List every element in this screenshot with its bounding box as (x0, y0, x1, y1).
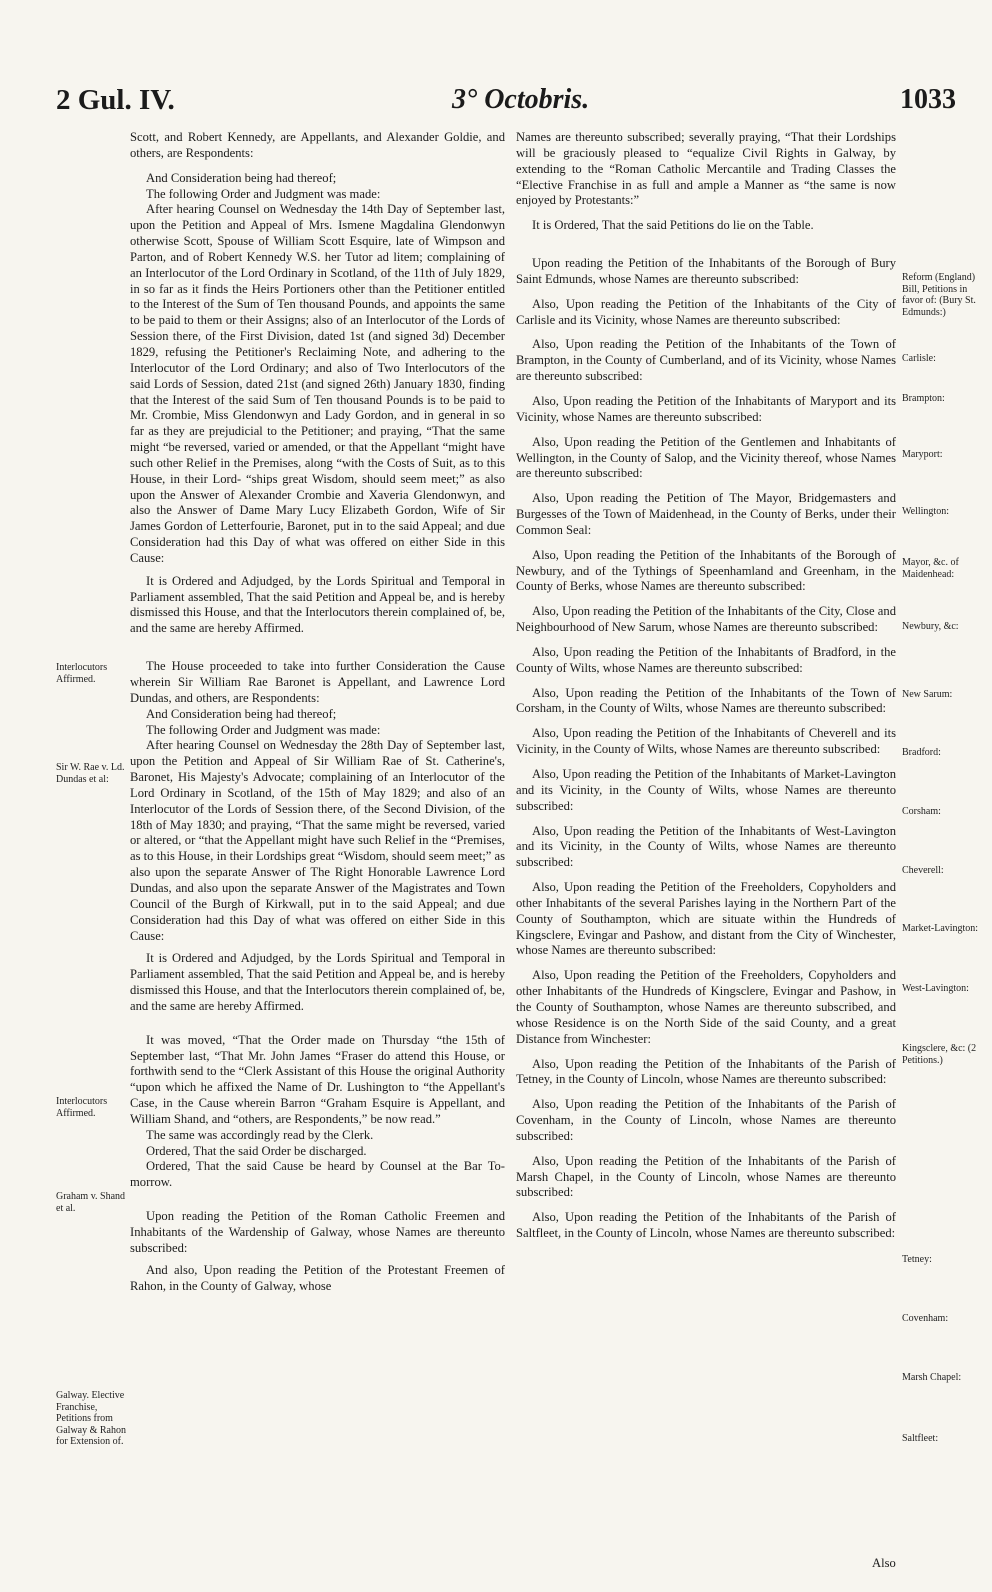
margin-note: Cheverell: (902, 865, 944, 876)
paragraph: Upon reading the Petition of the Roman Catholic Freemen and Inhabitants of the Wardenship of Galway, whose Names are thereunto subscribed: (130, 1209, 505, 1255)
left-column (130, 130, 505, 1294)
margin-note: Sir W. Rae v. Ld. Dundas et al: (56, 762, 125, 785)
margin-note: Maryport: (902, 449, 943, 460)
paragraph: And Consideration being had thereof; (146, 706, 337, 721)
paragraph: After hearing Counsel on Wednesday the 14th Day of September last, upon the Petition and Appeal of Mrs. Ismene Magdalina Glendonwyn otherwise Scott, Spouse of William Scott Esquire, late of Wimpson and Parton, and of Robert Kennedy W.S. her Tutor ad litem; complaining of an Interlocutor of the Lord Ordinary in Scotland, of the 11th of July 1829, in so far as it finds the Heirs Portioners other than the Petitioner entitled to the Interest of the Sum of Ten thousand Pounds, and appoints the same to be paid to them or their Assigns; also of an Interlocutor of the Lords of Session there, of the First Division, dated 1st (and signed 3d) December 1829, refusing the Petitioner's Reclaiming Note, and adhering to the Interlocutor of the Lord Ordinary; and also of Two Interlocutors of the said Lords of Session, dated 21st (and signed 26th) January 1830, finding that the Interest of the said Sum of Ten thousand Pounds is to be paid to Mr. Crombie, Miss Glendonwyn and Lady Gordon, and in general in so far as they are prejudicial to the Petitioner; and praying, “That the same might “be reversed, varied or amended, or that the Appellant “might have such other Relief in the Premises, along “with the Costs of Suit, as to this House, in their Lord- “ships great Wisdom, should seem meet;” as also upon the Answer of Alexander Crombie and Xaveria Glendonwyn, and also the Answer of Dame Mary Lucy Elizabeth Gordon, Wife of Sir James Gordon of Letterfourie, Baronet, put in to the said Appeal; and due Consideration had this Day of what was offered on either Side in this Cause: (130, 202, 505, 565)
paragraph: It is Ordered and Adjudged, by the Lords Spiritual and Temporal in Parliament assembled, That the said Petition and Appeal be, and is hereby dismissed this House, and that the Interlocutors therein complained of, be, and the same are hereby Affirmed. (130, 573, 505, 636)
paragraph: Also, Upon reading the Petition of the Inhabitants of the City of Carlisle and its Vicinity, whose Names are thereunto subscribed: (516, 296, 896, 327)
paragraph: And Consideration being had thereof; (146, 170, 337, 185)
margin-note: Tetney: (902, 1254, 932, 1265)
paragraph: Also, Upon reading the Petition of the Inhabitants of the Borough of Newbury, and of the Tythings of Speenhamland and Greenham, in the County of Berks, whose Names are thereunto subscribed: (516, 547, 896, 594)
margin-note: Wellington: (902, 506, 949, 517)
date-header: 3° Octobris. (452, 84, 590, 115)
margin-note: Newbury, &c: (902, 621, 959, 632)
margin-note: West-Lavington: (902, 983, 969, 994)
margin-note: Galway. Elective Franchise, Petitions from Galway & Rahon for Extension of. (56, 1390, 126, 1447)
paragraph: Scott, and Robert Kennedy, are Appellants, and Alexander Goldie, and others, are Respondents: (130, 130, 505, 160)
paragraph: Also, Upon reading the Petition of the Gentlemen and Inhabitants of Wellington, in the County of Salop, and the Vicinity thereof, whose Names are thereunto subscribed: (516, 434, 896, 481)
margin-note: Brampton: (902, 393, 945, 404)
margin-note: Marsh Chapel: (902, 1372, 962, 1383)
paragraph: Also, Upon reading the Petition of the Inhabitants of Cheverell and its Vicinity, in the County of Wilts, whose Names are thereunto subscribed: (516, 726, 896, 757)
paragraph: Also, Upon reading the Petition of the Inhabitants of West-Lavington and its Vicinity, in the County of Wilts, whose Names are thereunto subscribed: (516, 823, 896, 870)
catchword: Also (872, 1556, 896, 1570)
paragraph: Also, Upon reading the Petition of the Inhabitants of the Town of Brampton, in the County of Cumberland, and of its Vicinity, whose Names are thereunto subscribed: (516, 337, 896, 384)
paragraph: It is Ordered and Adjudged, by the Lords Spiritual and Temporal in Parliament assembled, That the said Petition and Appeal be, and is hereby dismissed this House, and that the Interlocutors therein complained of, be, and the same are hereby Affirmed. (130, 951, 505, 1013)
paragraph: Also, Upon reading the Petition of the Inhabitants of the Parish of Tetney, in the County of Lincoln, whose Names are thereunto subscribed: (516, 1056, 896, 1087)
margin-note: Covenham: (902, 1313, 949, 1324)
paragraph: Also, Upon reading the Petition of the Inhabitants of the Town of Corsham, in the County of Wilts, whose Names are thereunto subscribed: (516, 685, 896, 716)
paragraph: It was moved, “That the Order made on Thursday “the 15th of September last, “That Mr. John James “Fraser do attend this House, or forthwith send to the “Clerk Assistant of this House the original Authority “upon which he affixed the Name of Dr. Lushington to “the Appellant's Case, in the Cause wherein Barron “Graham Esquire is Appellant, and William Shand, and “others, are Respondents,” be now read.” (130, 1032, 505, 1126)
paragraph: Ordered, That the said Cause be heard by Counsel at the Bar To-morrow. (130, 1159, 505, 1190)
paragraph: Also, Upon reading the Petition of the Inhabitants of Bradford, in the County of Wilts, whose Names are thereunto subscribed: (516, 644, 896, 675)
margin-note: New Sarum: (902, 689, 953, 700)
paragraph: It is Ordered, That the said Petitions do lie on the Table. (532, 218, 814, 233)
paragraph: Also, Upon reading the Petition of the Inhabitants of the Parish of Saltfleet, in the County of Lincoln, whose Names are thereunto subscribed: (516, 1210, 896, 1241)
paragraph: Also, Upon reading the Petition of the Inhabitants of the Parish of Covenham, in the County of Lincoln, whose Names are thereunto subscribed: (516, 1097, 896, 1143)
margin-note: Saltfleet: (902, 1433, 939, 1444)
margin-note: Graham v. Shand et al. (56, 1191, 126, 1214)
paragraph: Also, Upon reading the Petition of the Freeholders, Copyholders and other Inhabitants of the Hundreds of Kingsclere, Evingar and Pashow, in the County of Southampton, whose Names are thereunto subscribed, and whose Residence is on the North Side of the said County, and a great Distance from Winchester: (516, 968, 896, 1046)
paragraph: The following Order and Judgment was made: (146, 722, 381, 737)
margin-note: Reform (England) Bill, Petitions in favor of: (Bury St. Edmunds:) (902, 272, 976, 318)
paragraph: The House proceeded to take into further Consideration the Cause wherein Sir William Rae Baronet is Appellant, and Lawrence Lord Dundas, and others, are Respondents: (130, 659, 505, 705)
margin-note: Mayor, &c. of Maidenhead: (902, 557, 959, 580)
paragraph: Also, Upon reading the Petition of The Mayor, Bridgemasters and Burgesses of the Town of Maidenhead, in the County of Berks, under their Common Seal: (516, 491, 896, 537)
page-number: 1033 (900, 84, 956, 115)
paragraph: The same was accordingly read by the Clerk. (146, 1127, 374, 1142)
margin-note: Carlisle: (902, 353, 936, 364)
paragraph: The following Order and Judgment was made: (146, 186, 381, 201)
paragraph: Upon reading the Petition of the Inhabitants of the Borough of Bury Saint Edmunds, whose Names are thereunto subscribed: (516, 256, 896, 286)
paragraph: Also, Upon reading the Petition of the Inhabitants of the City, Close and Neighbourhood of New Sarum, whose Names are thereunto subscribed: (516, 604, 896, 635)
right-column (516, 130, 896, 1251)
paragraph: Ordered, That the said Order be discharged. (146, 1143, 367, 1158)
margin-note: Kingsclere, &c: (2 Petitions.) (902, 1043, 977, 1066)
paragraph: Names are thereunto subscribed; severally praying, “That their Lordships will be graciously pleased to “equalize Civil Rights in Galway, by extending to the “Roman Catholic Mercantile and Trading Classes the “Elective Franchise in as full and ample a Manner as “the same is now enjoyed by Protestants:” (516, 130, 896, 208)
paragraph: Also, Upon reading the Petition of the Inhabitants of the Parish of Marsh Chapel, in the County of Lincoln, whose Names are thereunto subscribed: (516, 1153, 896, 1200)
margin-note: Bradford: (902, 747, 941, 758)
margin-note: Interlocutors Affirmed. (56, 662, 108, 685)
paragraph: Also, Upon reading the Petition of the Inhabitants of Maryport and its Vicinity, whose Names are thereunto subscribed: (516, 393, 896, 424)
paragraph: After hearing Counsel on Wednesday the 28th Day of September last, upon the Petition and Appeal of Sir William Rae of St. Catherine's, Baronet, His Majesty's Advocate; complaining of an Interlocutor of the Lord Ordinary in Scotland, of the 15th of May 1829; and also of an Interlocutor of the Lords of Session there, of the Second Division, of the 18th of May 1830; and praying, “That the same might be reversed, varied or altered, or “that the Appellant might have such Relief in the “Premises, as to this House, in their Lordships great “Wisdom, should seem meet;” as also upon the separate Answer of The Right Honorable Lawrence Lord Dundas, and also upon the separate Answer of the Magistrates and Town Council of the Burgh of Kirkwall, put in to the said Appeal; and due Consideration had this Day of what was offered on either Side in this Cause: (130, 738, 505, 943)
paragraph: And also, Upon reading the Petition of the Protestant Freemen of Rahon, in the County of Galway, whose (130, 1262, 505, 1293)
margin-note: Corsham: (902, 806, 941, 817)
paragraph: Also, Upon reading the Petition of the Freeholders, Copyholders and other Inhabitants of the several Parishes laying in the Northern Part of the County of Southampton, which are situate within the Hundreds of Kingsclere, Evingar and Pashow, and distant from the City of Winchester, whose Names are thereunto subscribed: (516, 880, 896, 958)
margin-note: Market-Lavington: (902, 923, 979, 934)
paragraph: Also, Upon reading the Petition of the Inhabitants of Market-Lavington and its Vicinity, in the County of Wilts, whose Names are thereunto subscribed: (516, 767, 896, 813)
session-header: 2 Gul. IV. (56, 84, 175, 116)
margin-note: Interlocutors Affirmed. (56, 1096, 108, 1119)
